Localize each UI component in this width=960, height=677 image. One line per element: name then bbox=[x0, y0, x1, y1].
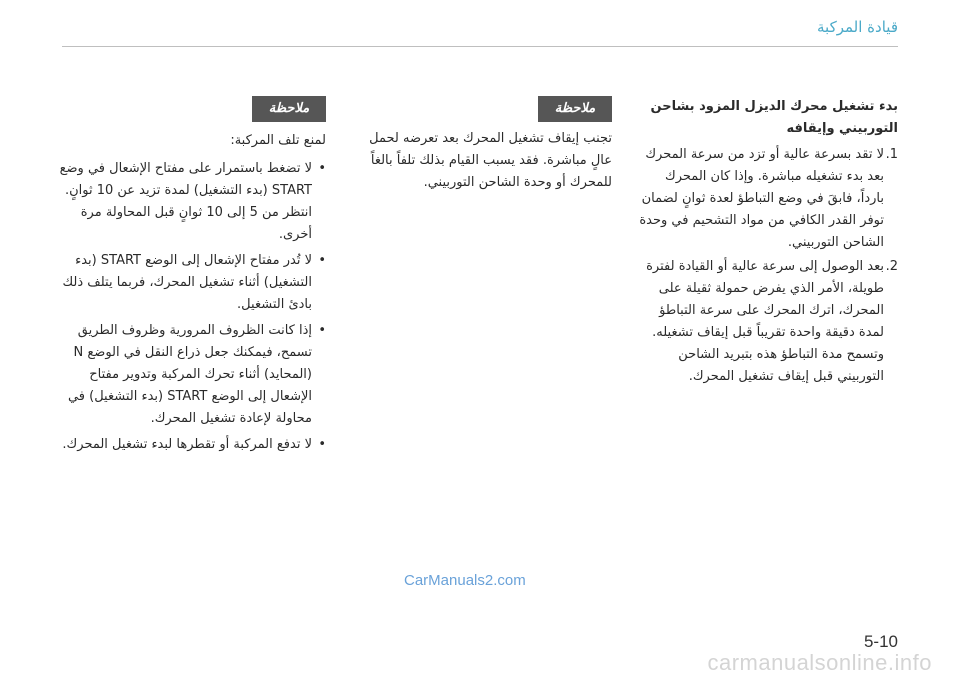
step-text: لا تقد بسرعة عالية أو تزد من سرعة المحرك بعد بدء تشغيله مباشرة. وإذا كان المحرك بارداً، فابقَ في وضع التباطؤ لعدة ثوانٍ لضمان توفر القدر الكافي من مواد التشحيم في وحدة الشاحن التوربيني. bbox=[639, 147, 884, 250]
bullet-icon: • bbox=[318, 323, 326, 338]
site-watermark: carmanualsonline.info bbox=[707, 650, 932, 675]
step-number: 2. bbox=[885, 259, 898, 274]
section-title: قيادة المركبة bbox=[817, 18, 898, 36]
damage-bullet-list bbox=[58, 158, 326, 456]
list-item bbox=[58, 250, 326, 316]
engine-note-text: تجنب إيقاف تشغيل المحرك بعد تعرضه لحمل عالٍ مباشرة. فقد يسبب القيام بذلك تلفاً بالغاً للمحرك أو وحدة الشاحن التوربيني. bbox=[369, 131, 612, 190]
engine-note-column bbox=[350, 96, 612, 194]
vehicle-damage-note-column bbox=[58, 96, 326, 460]
turbo-intro: بدء تشغيل محرك الديزل المزود بشاحن التوربيني وإيقافه bbox=[650, 99, 898, 136]
bullet-text: لا تُدر مفتاح الإشعال إلى الوضع START (بدء التشغيل) أثناء تشغيل المحرك، فربما يتلف ذلك بادئ التشغيل. bbox=[62, 253, 312, 312]
carmanuals-watermark-link[interactable]: CarManuals2.com bbox=[404, 572, 526, 589]
step-item bbox=[636, 256, 898, 388]
list-item bbox=[58, 158, 326, 246]
header-divider bbox=[62, 46, 898, 47]
turbo-start-stop-column bbox=[636, 96, 898, 390]
list-item bbox=[58, 320, 326, 430]
bullet-text: لا تدفع المركبة أو تقطرها لبدء تشغيل المحرك. bbox=[62, 437, 312, 452]
note-badge: ملاحظة bbox=[538, 96, 612, 122]
bullet-text: لا تضغط باستمرار على مفتاح الإشعال في وضع START (بدء التشغيل) لمدة تزيد عن 10 ثوانٍ. انتظر من 5 إلى 10 ثوانٍ قبل المحاولة مرة أخرى. bbox=[59, 161, 312, 242]
step-item bbox=[636, 144, 898, 254]
list-item bbox=[58, 434, 326, 456]
bullet-icon: • bbox=[318, 253, 326, 268]
bullet-icon: • bbox=[318, 161, 326, 176]
step-text: بعد الوصول إلى سرعة عالية أو القيادة لفترة طويلة، الأمر الذي يفرض حمولة ثقيلة على المحرك، اترك المحرك على سرعة التباطؤ لمدة دقيقة واحدة تقريباً قبل إيقاف تشغيله. وتسمح مدة التباطؤ هذه بتبريد الشاحن التوربيني قبل إيقاف تشغيل المحرك. bbox=[646, 259, 884, 384]
damage-subheading: لمنع تلف المركبة: bbox=[230, 133, 326, 148]
page-number: 5-10 bbox=[863, 632, 898, 651]
bullet-text: إذا كانت الظروف المرورية وظروف الطريق تسمح، فيمكنك جعل ذراع النقل في الوضع N (المحايد) أثناء تحرك المركبة وتدوير مفتاح الإشعال إلى الوضع START (بدء التشغيل) في محاولة لإعادة تشغيل المحرك. bbox=[67, 323, 312, 426]
step-number: 1. bbox=[885, 147, 898, 162]
note-badge: ملاحظة bbox=[252, 96, 326, 122]
bullet-icon: • bbox=[318, 437, 326, 452]
